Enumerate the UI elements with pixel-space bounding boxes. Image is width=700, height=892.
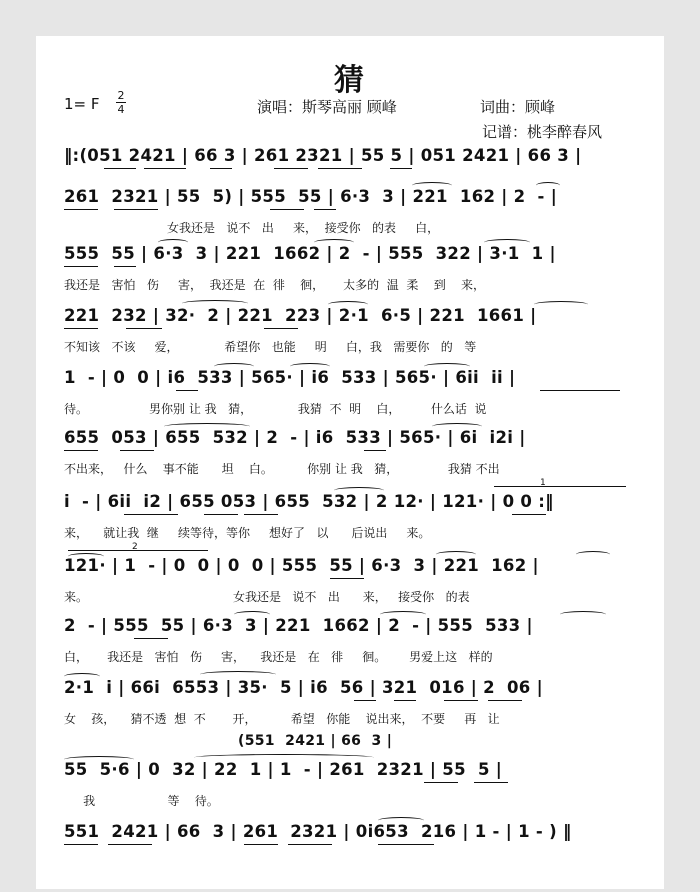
lyric-line: 待。 男你别 让 我 猜， 我猜 不 明 白， 什么话 说 [64, 402, 487, 416]
notation-line: 261 2321 | 55 5) | 555 55 | 6·3 3 | 221 162 | 2 - | [64, 187, 558, 206]
notation-line: 121· | 1 - | 0 0 | 0 0 | 555 55 | 6·3 3 | 221 162 | [64, 556, 539, 575]
lyric-line: 不知该 不该 爱， 希望你 也能 明 白，我 需要你 的 等 [64, 340, 477, 354]
notation-line: 1 - | 0 0 | i6 533 | 565· | i6 533 | 565· | 6ii ii | [64, 368, 516, 387]
lyric-line: 不出来， 什么 事不能 坦 白。 你别 让 我 猜， 我猜 不出 [64, 462, 500, 476]
time-signature [116, 90, 126, 115]
notation-line: 2·1 i | 66i 6553 | 35· 5 | i6 56 | 321 016 | 2 06 | [64, 678, 543, 697]
lyric-line: 我 等 待。 [64, 794, 219, 808]
lyric-line: 来， 就让我 继 续等待，等你 想好了 以 后说出 来。 [64, 526, 431, 540]
song-title: 猜 [334, 63, 366, 98]
lyric-line: 女我还是 说不 出 来， 接受你 的表 白， [64, 221, 440, 235]
volta-2-label: 2 [132, 542, 138, 552]
score-row [64, 478, 628, 562]
lyricist-composer-credit: 词曲：顾峰 [480, 98, 556, 116]
notation-line: 221 232 | 32· 2 | 221 223 | 2·1 6·5 | 221 1661 | [64, 306, 537, 325]
notation-line: 655 053 | 655 532 | 2 - | i6 533 | 565· | 6i i2i | [64, 428, 526, 447]
notation-line: ‖:(051 2421 | 66 3 | 261 2321 | 55 5 | 051 2421 | 66 3 | [64, 146, 582, 165]
lyric-line: 我还是 害怕 伤 害， 我还是 在 徘 徊， 太多的 温 柔 到 来， [64, 278, 485, 292]
overlay-notation: (551 2421 | 66 3 | [238, 733, 393, 749]
score-row [64, 822, 628, 892]
notation-line: 551 2421 | 66 3 | 261 2321 | 0i653 216 | 1 - | 1 - ) ‖ [64, 822, 572, 841]
notation-line: 55 5·6 | 0 32 | 22 1 | 1 - | 261 2321 | 55 5 | [64, 760, 503, 779]
notation-line: i - | 6ii i2 | 655 053 | 655 532 | 2 12· | 121· | 0 0 :‖ [64, 492, 554, 511]
score-row [64, 306, 628, 376]
time-signature-top: 2 [117, 89, 125, 102]
lyric-line: 白， 我还是 害怕 伤 害， 我还是 在 徘 徊。 男爱上这 样的 [64, 650, 493, 664]
score-row [64, 616, 628, 686]
volta-1-label: 1 [540, 478, 546, 488]
lyric-line: 来。 女我还是 说不 出 来， 接受你 的表 [64, 590, 470, 604]
lyric-line [64, 854, 628, 872]
notation-line: 2 - | 555 55 | 6·3 3 | 221 1662 | 2 - | 555 533 | [64, 616, 533, 635]
score-row [64, 733, 628, 808]
lyric-line: 女 孩， 猜不透 想 不 开， 希望 你能 说出来， 不要 再 让 [64, 712, 500, 726]
transcriber-credit: 记谱：桃李醉春风 [482, 123, 603, 141]
singer-credit: 演唱：斯琴高丽 顾峰 [257, 98, 397, 116]
key-signature: 1= F [64, 95, 100, 113]
notation-line: 555 55 | 6·3 3 | 221 1662 | 2 - | 555 322 | 3·1 1 | [64, 244, 556, 263]
time-signature-bottom: 4 [117, 103, 125, 116]
